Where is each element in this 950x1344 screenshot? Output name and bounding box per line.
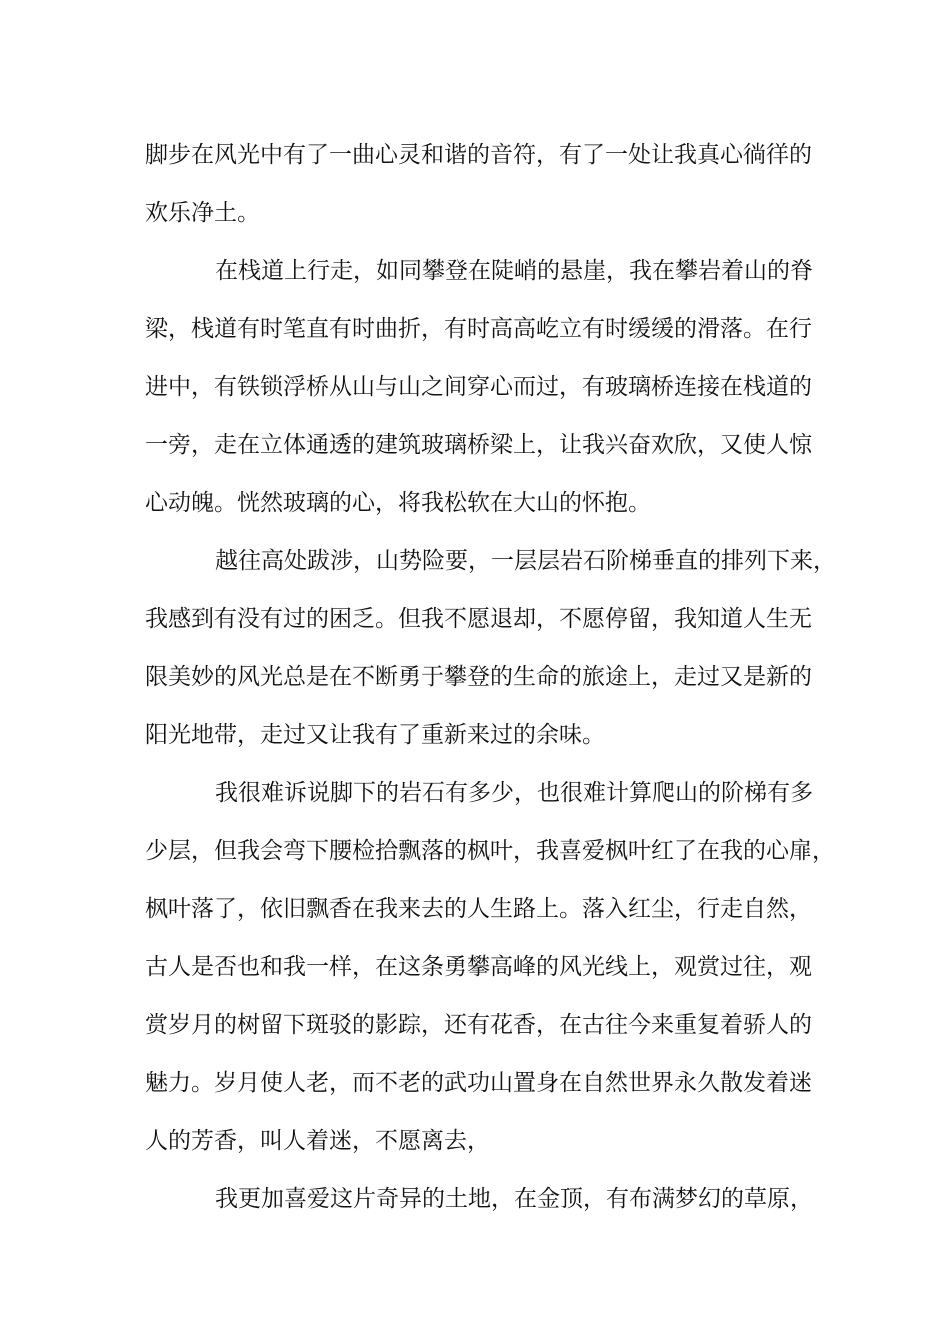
paragraph-first-line: 越往高处跋涉，山势险要，一层层岩石阶梯垂直的排列下来， xyxy=(215,548,836,574)
text-line: 脚步在风光中有了一曲心灵和谐的音符，有了一处让我真心徜徉的 xyxy=(145,142,812,168)
text-line: 限美妙的风光总是在不断勇于攀登的生命的旅途上，走过又是新的 xyxy=(145,664,812,690)
body-text xyxy=(145,126,836,1228)
text-line: 魅力。岁月使人老，而不老的武功山置身在自然世界永久散发着迷 xyxy=(145,1070,812,1096)
text-line: 赏岁月的树留下斑驳的影踪，还有花香，在古往今来重复着骄人的 xyxy=(145,1012,812,1038)
text-line: 枫叶落了，依旧飘香在我来去的人生路上。落入红尘，行走自然， xyxy=(145,896,812,922)
text-line: 心动魄。恍然玻璃的心，将我松软在大山的怀抱。 xyxy=(145,490,651,516)
paragraph-first-line: 我很难诉说脚下的岩石有多少，也很难计算爬山的阶梯有多 xyxy=(215,780,813,806)
text-line: 进中，有铁锁浮桥从山与山之间穿心而过，有玻璃桥连接在栈道的 xyxy=(145,374,812,400)
text-line: 我感到有没有过的困乏。但我不愿退却，不愿停留，我知道人生无 xyxy=(145,606,812,632)
text-line: 少层，但我会弯下腰检拾飘落的枫叶，我喜爱枫叶红了在我的心扉， xyxy=(145,838,835,864)
text-line: 古人是否也和我一样，在这条勇攀高峰的风光线上，观赏过往，观 xyxy=(145,954,812,980)
paragraph-first-line: 我更加喜爱这片奇异的土地，在金顶，有布满梦幻的草原， xyxy=(215,1186,813,1212)
text-line: 欢乐净土。 xyxy=(145,200,260,226)
text-line: 人的芳香，叫人着迷，不愿离去， xyxy=(145,1128,490,1154)
text-line: 阳光地带，走过又让我有了重新来过的余味。 xyxy=(145,722,605,748)
paragraph-first-line: 在栈道上行走，如同攀登在陡峭的悬崖，我在攀岩着山的脊 xyxy=(215,258,813,284)
text-line: 梁，栈道有时笔直有时曲折，有时高高屹立有时缓缓的滑落。在行 xyxy=(145,316,812,342)
text-line: 一旁，走在立体通透的建筑玻璃桥梁上，让我兴奋欢欣，又使人惊 xyxy=(145,432,812,458)
